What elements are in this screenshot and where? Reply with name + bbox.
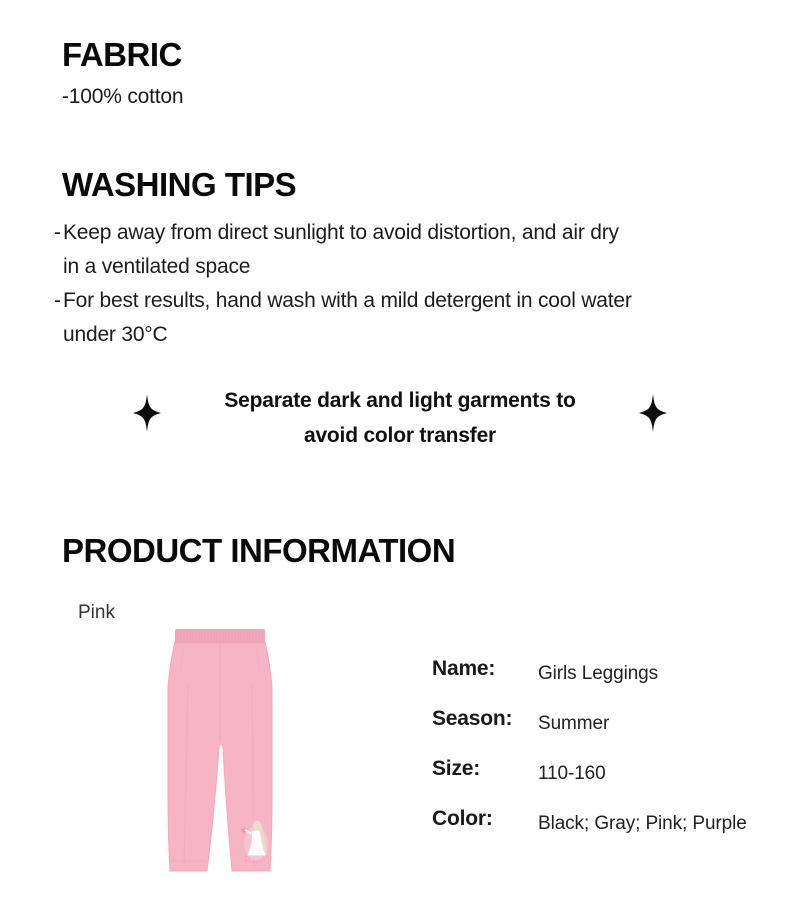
detail-value: Summer	[538, 713, 610, 734]
detail-value: Black; Gray; Pink; Purple	[538, 813, 747, 834]
tip-text-line: Keep away from direct sunlight to avoid distortion, and air dry	[63, 221, 619, 244]
sparkle-icon	[133, 394, 161, 432]
detail-row-color	[432, 807, 747, 857]
washing-tip	[54, 216, 763, 284]
detail-row-season	[432, 707, 747, 757]
detail-row-name	[432, 657, 747, 707]
fabric-section-title: FABRIC	[62, 36, 182, 73]
tip-text-line: under 30°C	[63, 323, 168, 346]
detail-label: Season:	[432, 707, 513, 730]
care-callout	[0, 383, 800, 453]
product-details-list	[432, 657, 747, 857]
washing-tips-list	[54, 216, 763, 352]
tip-text-line: in a ventilated space	[63, 255, 251, 278]
callout-text	[0, 383, 800, 453]
detail-value: Girls Leggings	[538, 663, 659, 684]
variant-color-label: Pink	[78, 602, 115, 623]
product-section-title: PRODUCT INFORMATION	[62, 532, 456, 569]
tip-text-line: For best results, hand wash with a mild detergent in cool water	[63, 289, 632, 312]
washing-tip	[54, 284, 763, 352]
washing-section-title: WASHING TIPS	[62, 166, 297, 203]
callout-line: Separate dark and light garments to	[224, 389, 576, 412]
detail-label: Color:	[432, 807, 493, 830]
fabric-item	[62, 85, 183, 109]
detail-row-size	[432, 757, 747, 807]
detail-label: Size:	[432, 757, 481, 780]
tip-bullet: -	[54, 289, 61, 312]
fabric-item-bullet: -	[62, 85, 69, 108]
detail-value: 110-160	[538, 763, 606, 784]
fabric-item-text: 100% cotton	[68, 85, 184, 108]
callout-line: avoid color transfer	[303, 424, 497, 447]
product-image-pink-leggings	[160, 625, 280, 880]
detail-label: Name:	[432, 657, 496, 680]
sparkle-icon	[639, 394, 667, 432]
tip-bullet: -	[54, 221, 61, 244]
